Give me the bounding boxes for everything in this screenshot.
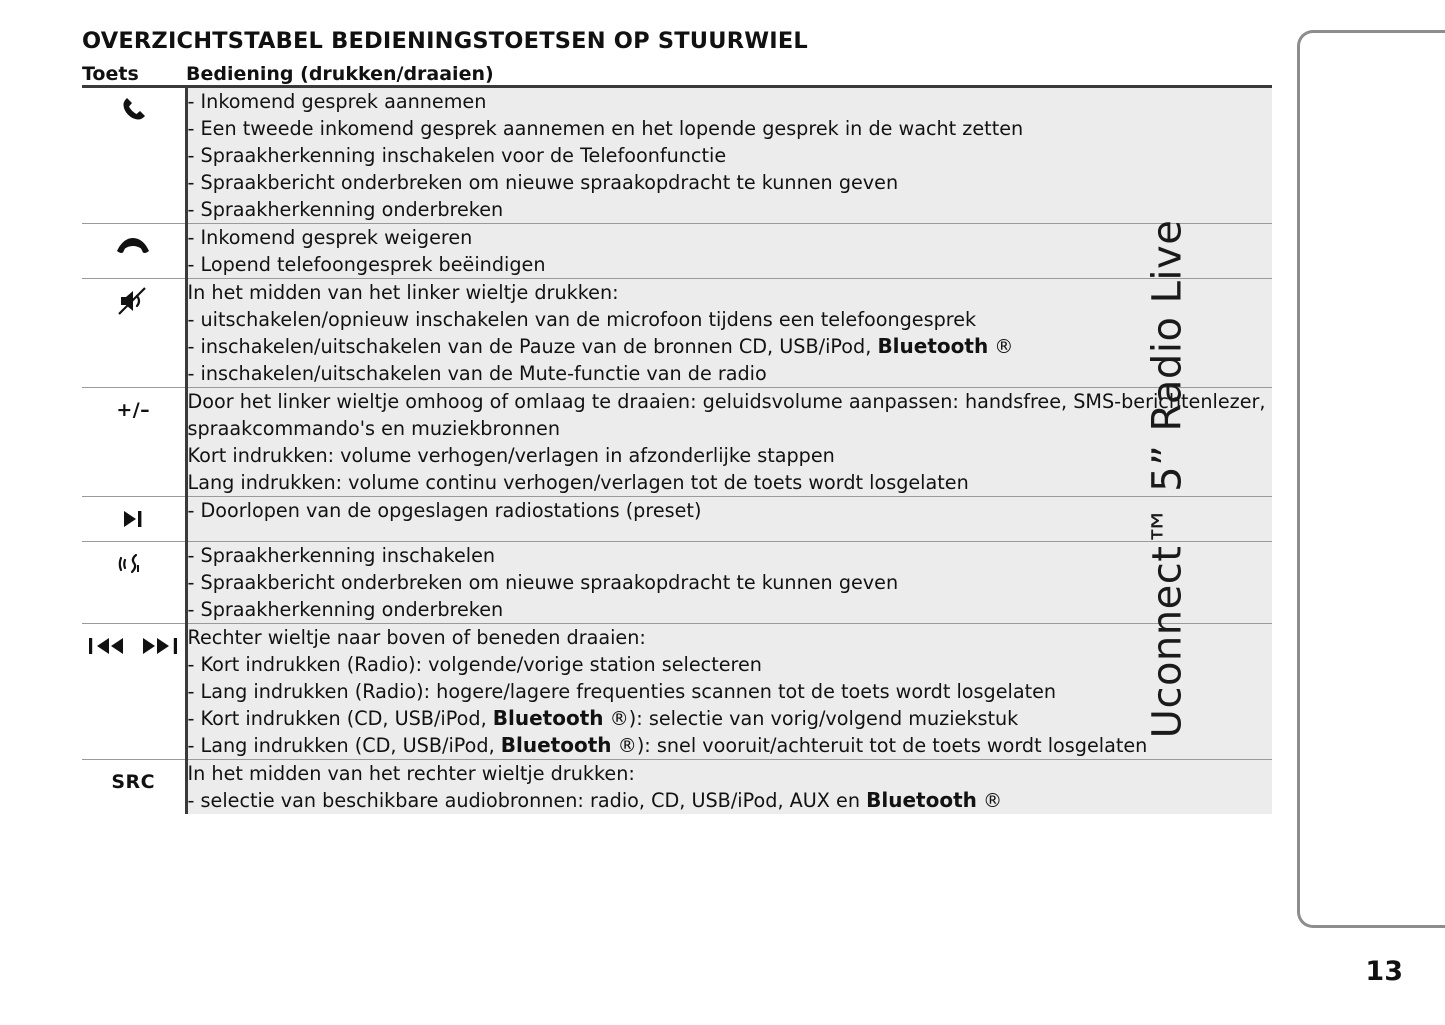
- mute-speaker-icon: [82, 279, 185, 323]
- operation-line: Kort indrukken: volume verhogen/verlagen in afzonderlijke stappen: [187, 444, 835, 467]
- operation-cell: [186, 497, 1272, 542]
- operation-line: Lang indrukken: volume continu verhogen/verlagen tot de toets wordt losgelaten: [187, 471, 969, 494]
- column-header-key: Toets: [82, 63, 139, 85]
- phone-handset-icon: [82, 88, 185, 132]
- operation-cell: [186, 279, 1272, 388]
- operation-cell: [186, 87, 1272, 224]
- table-row: [82, 497, 1272, 542]
- operation-cell: [186, 388, 1272, 497]
- operation-line: - Spraakherkenning inschakelen: [187, 544, 496, 567]
- operation-line: In het midden van het rechter wieltje drukken:: [187, 762, 635, 785]
- page-title: OVERZICHTSTABEL BEDIENINGSTOETSEN OP STUURWIEL: [82, 28, 808, 54]
- table-body: [82, 87, 1272, 815]
- operation-line: - uitschakelen/opnieuw inschakelen van de microfoon tijdens een telefoongesprek: [187, 308, 977, 331]
- operation-line: - Inkomend gesprek weigeren: [187, 226, 473, 249]
- operation-line: Door het linker wieltje omhoog of omlaag te draaien: geluidsvolume aanpassen: handsfree, SMS-berichtenlezer, spraakcommando's en muziekbronnen: [187, 390, 1272, 440]
- src-button-icon: [82, 760, 185, 804]
- key-cell: [82, 388, 186, 497]
- key-label: SRC: [111, 771, 156, 793]
- plus-minus-icon: [82, 388, 185, 432]
- operation-line: - Lang indrukken (CD, USB/iPod, Bluetooth ®): snel vooruit/achteruit tot de toets wordt losgelaten: [187, 733, 1148, 757]
- next-track-icon: [82, 497, 185, 541]
- operation-line: - Kort indrukken (CD, USB/iPod, Bluetooth ®): selectie van vorig/volgend muziekstuk: [187, 706, 1019, 730]
- operation-line: - Lopend telefoongesprek beëindigen: [187, 253, 546, 276]
- operation-line: - Een tweede inkomend gesprek aannemen en het lopende gesprek in de wacht zetten: [187, 117, 1024, 140]
- phone-hangup-icon: [82, 224, 185, 268]
- operation-line: - Spraakbericht onderbreken om nieuwe spraakopdracht te kunnen geven: [187, 571, 899, 594]
- operation-line: - Spraakbericht onderbreken om nieuwe spraakopdracht te kunnen geven: [187, 171, 899, 194]
- operation-line: - inschakelen/uitschakelen van de Pauze van de bronnen CD, USB/iPod, Bluetooth ®: [187, 334, 1014, 358]
- key-cell: [82, 497, 186, 542]
- page-content: [82, 28, 1272, 814]
- operation-line: - selectie van beschikbare audiobronnen: radio, CD, USB/iPod, AUX en Bluetooth ®: [187, 788, 1003, 812]
- key-cell: [82, 624, 186, 760]
- operation-line: - inschakelen/uitschakelen van de Mute-functie van de radio: [187, 362, 767, 385]
- operation-line: - Spraakherkenning onderbreken: [187, 598, 504, 621]
- operation-cell: [186, 760, 1272, 815]
- key-cell: [82, 224, 186, 279]
- table-row: [82, 388, 1272, 497]
- operation-line: - Kort indrukken (Radio): volgende/vorige station selecteren: [187, 653, 762, 676]
- operation-line: - Doorlopen van de opgeslagen radiostations (preset): [187, 499, 702, 522]
- voice-recognition-icon: [82, 542, 185, 586]
- key-cell: [82, 279, 186, 388]
- table-row: [82, 624, 1272, 760]
- key-label: +/–: [116, 399, 151, 421]
- operation-line: - Spraakherkenning inschakelen voor de Telefoonfunctie: [187, 144, 727, 167]
- page-number: 13: [1365, 956, 1403, 987]
- key-cell: [82, 760, 186, 815]
- column-header-operation: Bediening (drukken/draaien): [186, 63, 494, 85]
- table-row: [82, 542, 1272, 624]
- operation-line: In het midden van het linker wieltje drukken:: [187, 281, 619, 304]
- table-row: [82, 760, 1272, 815]
- operation-cell: [186, 224, 1272, 279]
- side-tab-label: Uconnect™ 5” Radio Live: [1144, 219, 1191, 739]
- table-row: [82, 224, 1272, 279]
- operation-line: - Lang indrukken (Radio): hogere/lagere frequenties scannen tot de toets wordt losgelaten: [187, 680, 1057, 703]
- operation-cell: [186, 624, 1272, 760]
- key-cell: [82, 542, 186, 624]
- steering-wheel-controls-table: [82, 63, 1272, 814]
- table-row: [82, 87, 1272, 224]
- key-cell: [82, 87, 186, 224]
- operation-line: - Inkomend gesprek aannemen: [187, 90, 487, 113]
- table-header-row: [82, 63, 1272, 87]
- table-row: [82, 279, 1272, 388]
- operation-line: - Spraakherkenning onderbreken: [187, 198, 504, 221]
- operation-line: Rechter wieltje naar boven of beneden draaien:: [187, 626, 646, 649]
- operation-cell: [186, 542, 1272, 624]
- side-tab: [1144, 30, 1445, 928]
- prev-next-track-icon: [82, 624, 185, 668]
